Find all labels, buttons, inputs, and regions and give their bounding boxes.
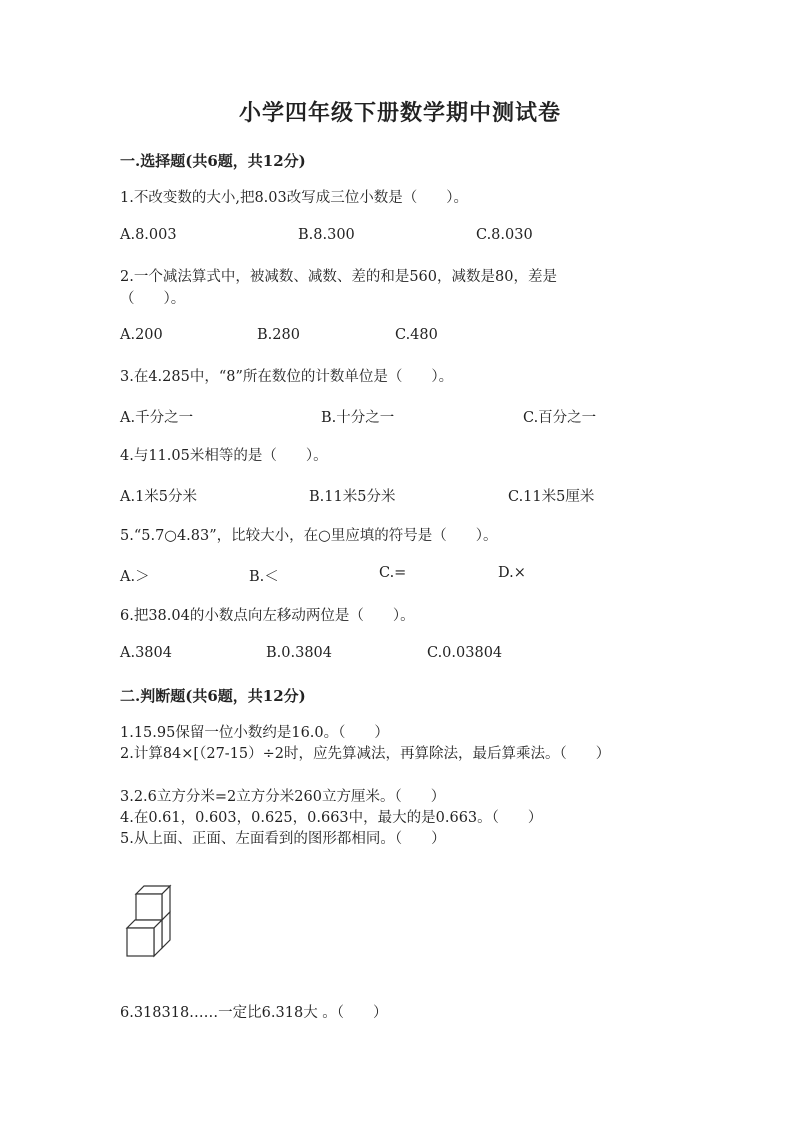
option-c: C.11米5厘米 (508, 489, 595, 505)
top-cube-front-face (136, 894, 162, 920)
options-row-1 (120, 227, 680, 249)
judge-item-1: 1.15.95保留一位小数约是16.0。（ ） (120, 725, 389, 741)
option-b: B.0.3804 (266, 645, 333, 661)
judge-item-4: 4.在0.61，0.603，0.625，0.663中，最大的是0.663。（ ） (120, 810, 543, 826)
option-b: B.十分之一 (321, 410, 395, 426)
option-c: C.= (379, 565, 407, 581)
options-row-5 (120, 565, 680, 587)
page-title: 小学四年级下册数学期中测试卷 (238, 100, 561, 126)
option-c: C.0.03804 (427, 645, 503, 661)
question-5: 5.“5.7○4.83”，比较大小，在○里应填的符号是（ ）。 (120, 528, 498, 544)
option-a: A.3804 (120, 645, 172, 661)
option-a: A.1米5分米 (120, 489, 198, 505)
option-b: B.＜ (249, 569, 279, 585)
option-a: A.8.003 (120, 227, 177, 243)
option-c: C.百分之一 (523, 410, 597, 426)
option-a: A.＞ (120, 569, 150, 585)
section-heading-choice: 一.选择题(共6题，共12分) (120, 152, 306, 170)
judge-item-3: 3.2.6立方分米=2立方分米260立方厘米。（ ） (120, 789, 446, 805)
stacked-cubes-figure (125, 884, 181, 960)
option-c: C.480 (395, 327, 438, 343)
judge-item-2: 2.计算84×[（27-15）÷2时，应先算减法，再算除法，最后算乘法。（ ） (120, 746, 611, 762)
bottom-cube-front-face (127, 928, 154, 956)
option-d: D.× (498, 565, 526, 581)
option-b: B.280 (257, 327, 300, 343)
section-heading-judgement: 二.判断题(共6题，共12分) (120, 687, 306, 705)
judge-item-6: 6.318318……一定比6.318大 。（ ） (120, 1005, 388, 1021)
option-a: A.千分之一 (120, 410, 194, 426)
question-6: 6.把38.04的小数点向左移动两位是（ ）。 (120, 608, 415, 624)
question-2: 2.一个减法算式中，被减数、减数、差的和是560，减数是80，差是（ ）。 (120, 269, 557, 307)
options-row-6 (120, 645, 680, 667)
judge-item-5: 5.从上面、正面、左面看到的图形都相同。（ ） (120, 831, 446, 847)
question-4: 4.与11.05米相等的是（ ）。 (120, 448, 328, 464)
options-row-3 (120, 406, 680, 428)
option-a: A.200 (120, 327, 163, 343)
question-3: 3.在4.285中，“8”所在数位的计数单位是（ ）。 (120, 369, 454, 385)
question-1: 1.不改变数的大小,把8.03改写成三位小数是（ ）。 (120, 190, 468, 206)
option-b: B.8.300 (298, 227, 355, 243)
option-c: C.8.030 (476, 227, 533, 243)
options-row-2 (120, 327, 680, 349)
options-row-4 (120, 485, 680, 507)
option-b: B.11米5分米 (309, 489, 396, 505)
